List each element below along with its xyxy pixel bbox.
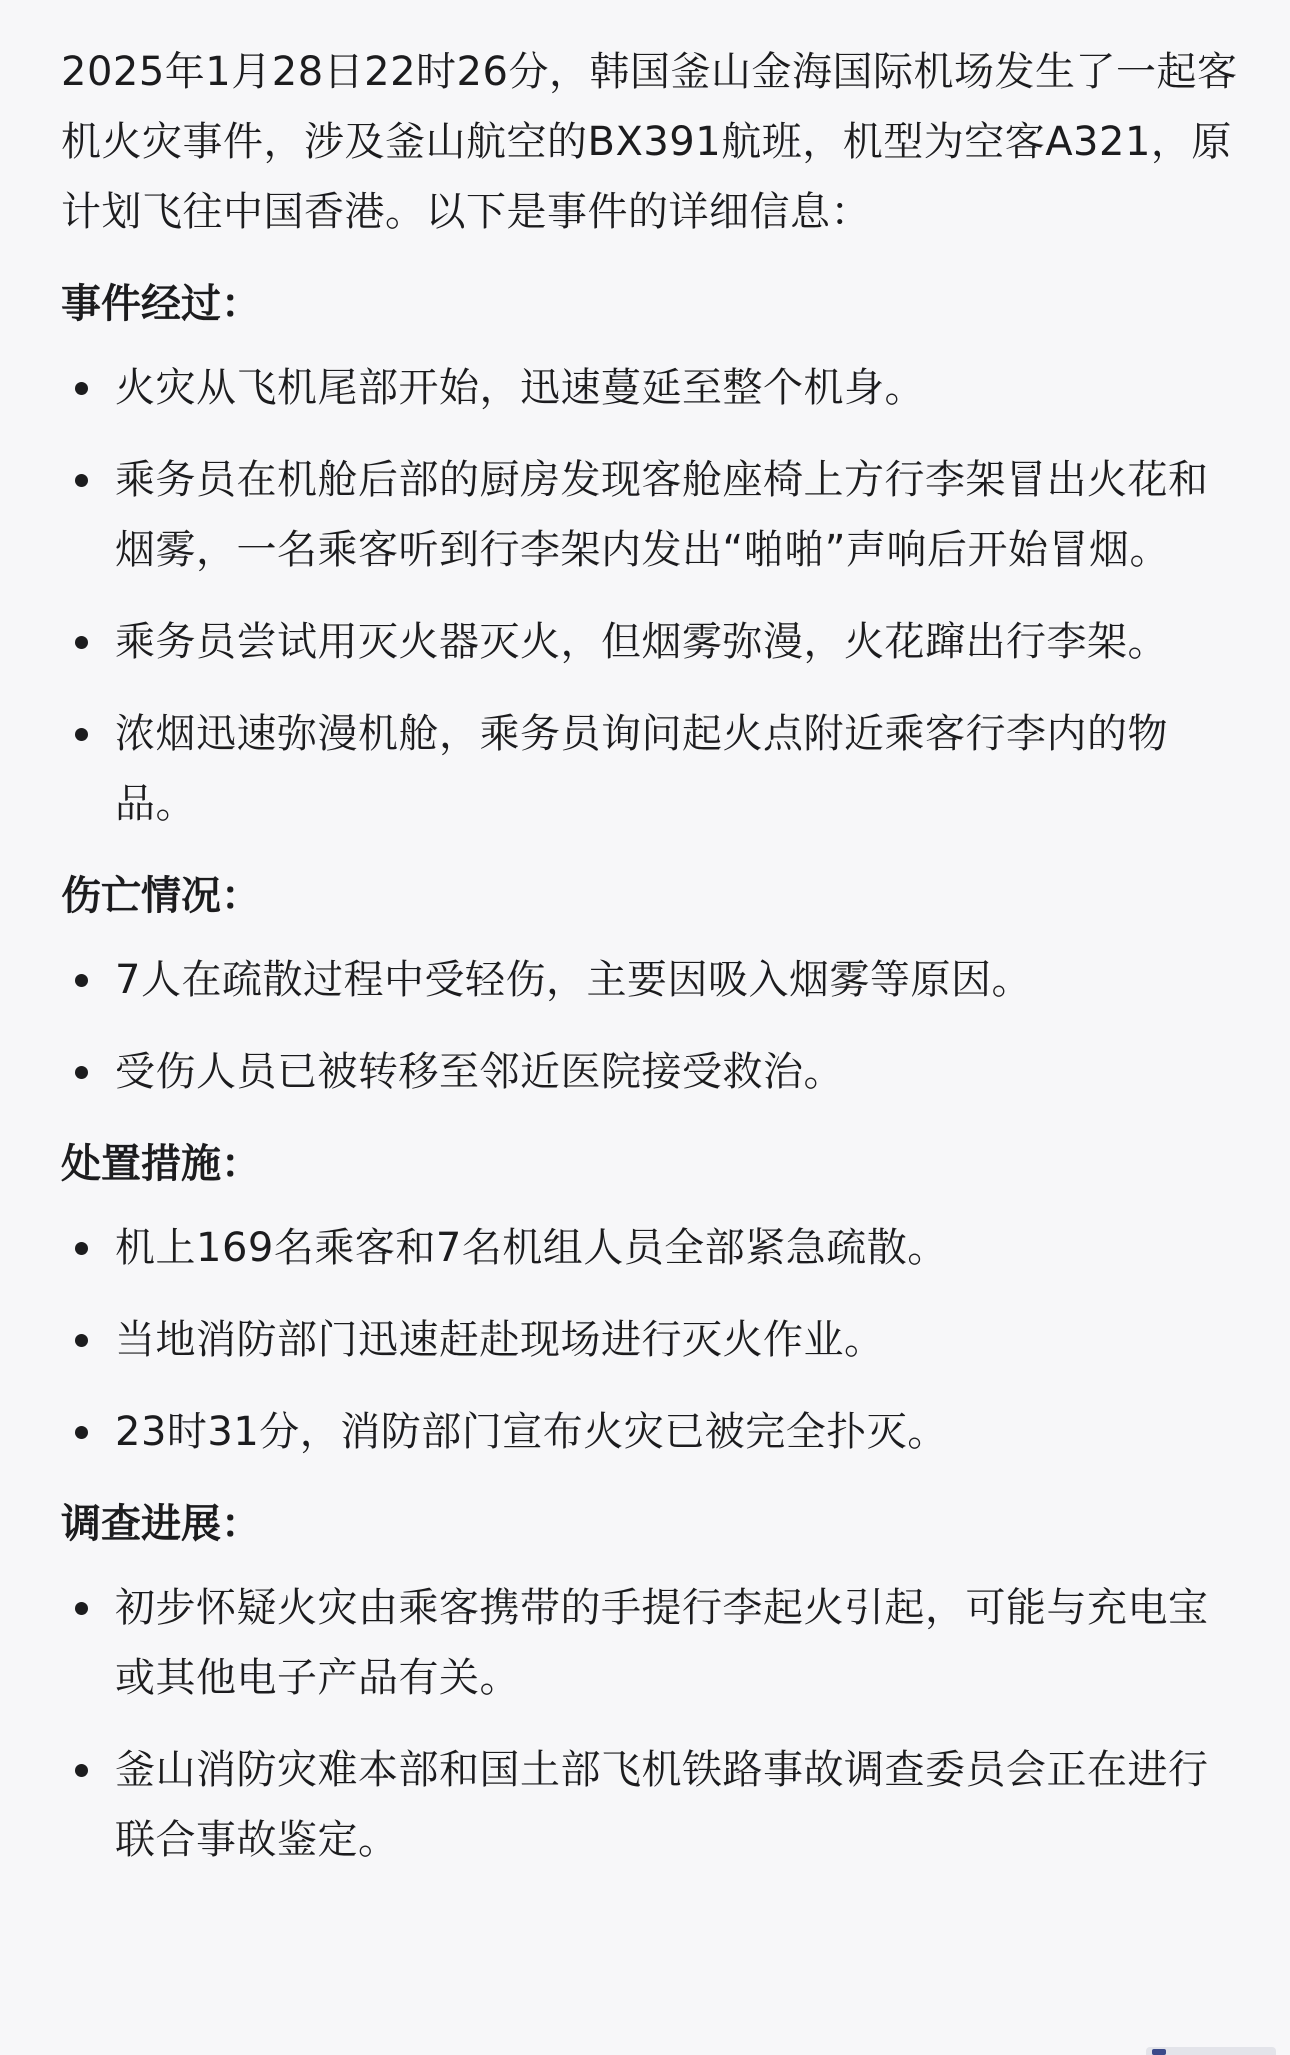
list-item-text: 7人在疏散过程中受轻伤，主要因吸入烟雾等原因。	[115, 957, 1032, 1003]
bullet-dot	[75, 1066, 88, 1079]
section-title: 伤亡情况：	[61, 873, 261, 919]
list-item	[61, 945, 1241, 1015]
list-item	[61, 353, 1241, 423]
list-item-text: 受伤人员已被转移至邻近医院接受救治。	[115, 1049, 844, 1095]
bullet-dot	[75, 636, 88, 649]
bullet-dot	[75, 382, 88, 395]
list-item	[61, 699, 1241, 839]
list-item-text: 初步怀疑火灾由乘客携带的手提行李起火引起，可能与充电宝或其他电子产品有关。	[115, 1585, 1209, 1701]
bullet-dot	[75, 974, 88, 987]
message-content	[61, 37, 1241, 1897]
section-event-process	[61, 269, 1241, 839]
list-item	[61, 1305, 1241, 1375]
bottom-edge-bar	[1146, 2047, 1276, 2055]
list-item-text: 当地消防部门迅速赶赴现场进行灭火作业。	[115, 1317, 885, 1363]
bullet-list	[61, 1573, 1241, 1875]
list-item	[61, 1735, 1241, 1875]
bullet-dot	[75, 1764, 88, 1777]
list-item-text: 浓烟迅速弥漫机舱，乘务员询问起火点附近乘客行李内的物品。	[115, 711, 1168, 827]
list-item	[61, 1037, 1241, 1107]
section-response-measures	[61, 1129, 1241, 1467]
list-item	[61, 1213, 1241, 1283]
bullet-dot	[75, 474, 88, 487]
section-title: 事件经过：	[61, 281, 261, 327]
bullet-list	[61, 1213, 1241, 1467]
section-investigation	[61, 1489, 1241, 1875]
bullet-list	[61, 353, 1241, 839]
bottom-edge-accent	[1152, 2049, 1166, 2055]
intro-paragraph: 2025年1月28日22时26分，韩国釜山金海国际机场发生了一起客机火灾事件，涉及釜山航空的BX391航班，机型为空客A321，原计划飞往中国香港。以下是事件的详细信息：	[61, 49, 1238, 235]
list-item-text: 釜山消防灾难本部和国土部飞机铁路事故调查委员会正在进行联合事故鉴定。	[115, 1747, 1209, 1863]
bullet-list	[61, 945, 1241, 1107]
list-item-text: 火灾从飞机尾部开始，迅速蔓延至整个机身。	[115, 365, 925, 411]
list-item-text: 23时31分，消防部门宣布火灾已被完全扑灭。	[115, 1409, 948, 1455]
section-casualties	[61, 861, 1241, 1107]
bullet-dot	[75, 1426, 88, 1439]
bullet-dot	[75, 1242, 88, 1255]
list-item-text: 机上169名乘客和7名机组人员全部紧急疏散。	[115, 1225, 948, 1271]
list-item-text: 乘务员在机舱后部的厨房发现客舱座椅上方行李架冒出火花和烟雾，一名乘客听到行李架内发出“啪啪”声响后开始冒烟。	[115, 457, 1209, 573]
bullet-dot	[75, 728, 88, 741]
list-item-text: 乘务员尝试用灭火器灭火，但烟雾弥漫，火花蹿出行李架。	[115, 619, 1168, 665]
bullet-dot	[75, 1334, 88, 1347]
list-item	[61, 1573, 1241, 1713]
list-item	[61, 607, 1241, 677]
bullet-dot	[75, 1602, 88, 1615]
list-item	[61, 445, 1241, 585]
section-title: 处置措施：	[61, 1141, 261, 1187]
list-item	[61, 1397, 1241, 1467]
section-title: 调查进展：	[61, 1501, 261, 1547]
